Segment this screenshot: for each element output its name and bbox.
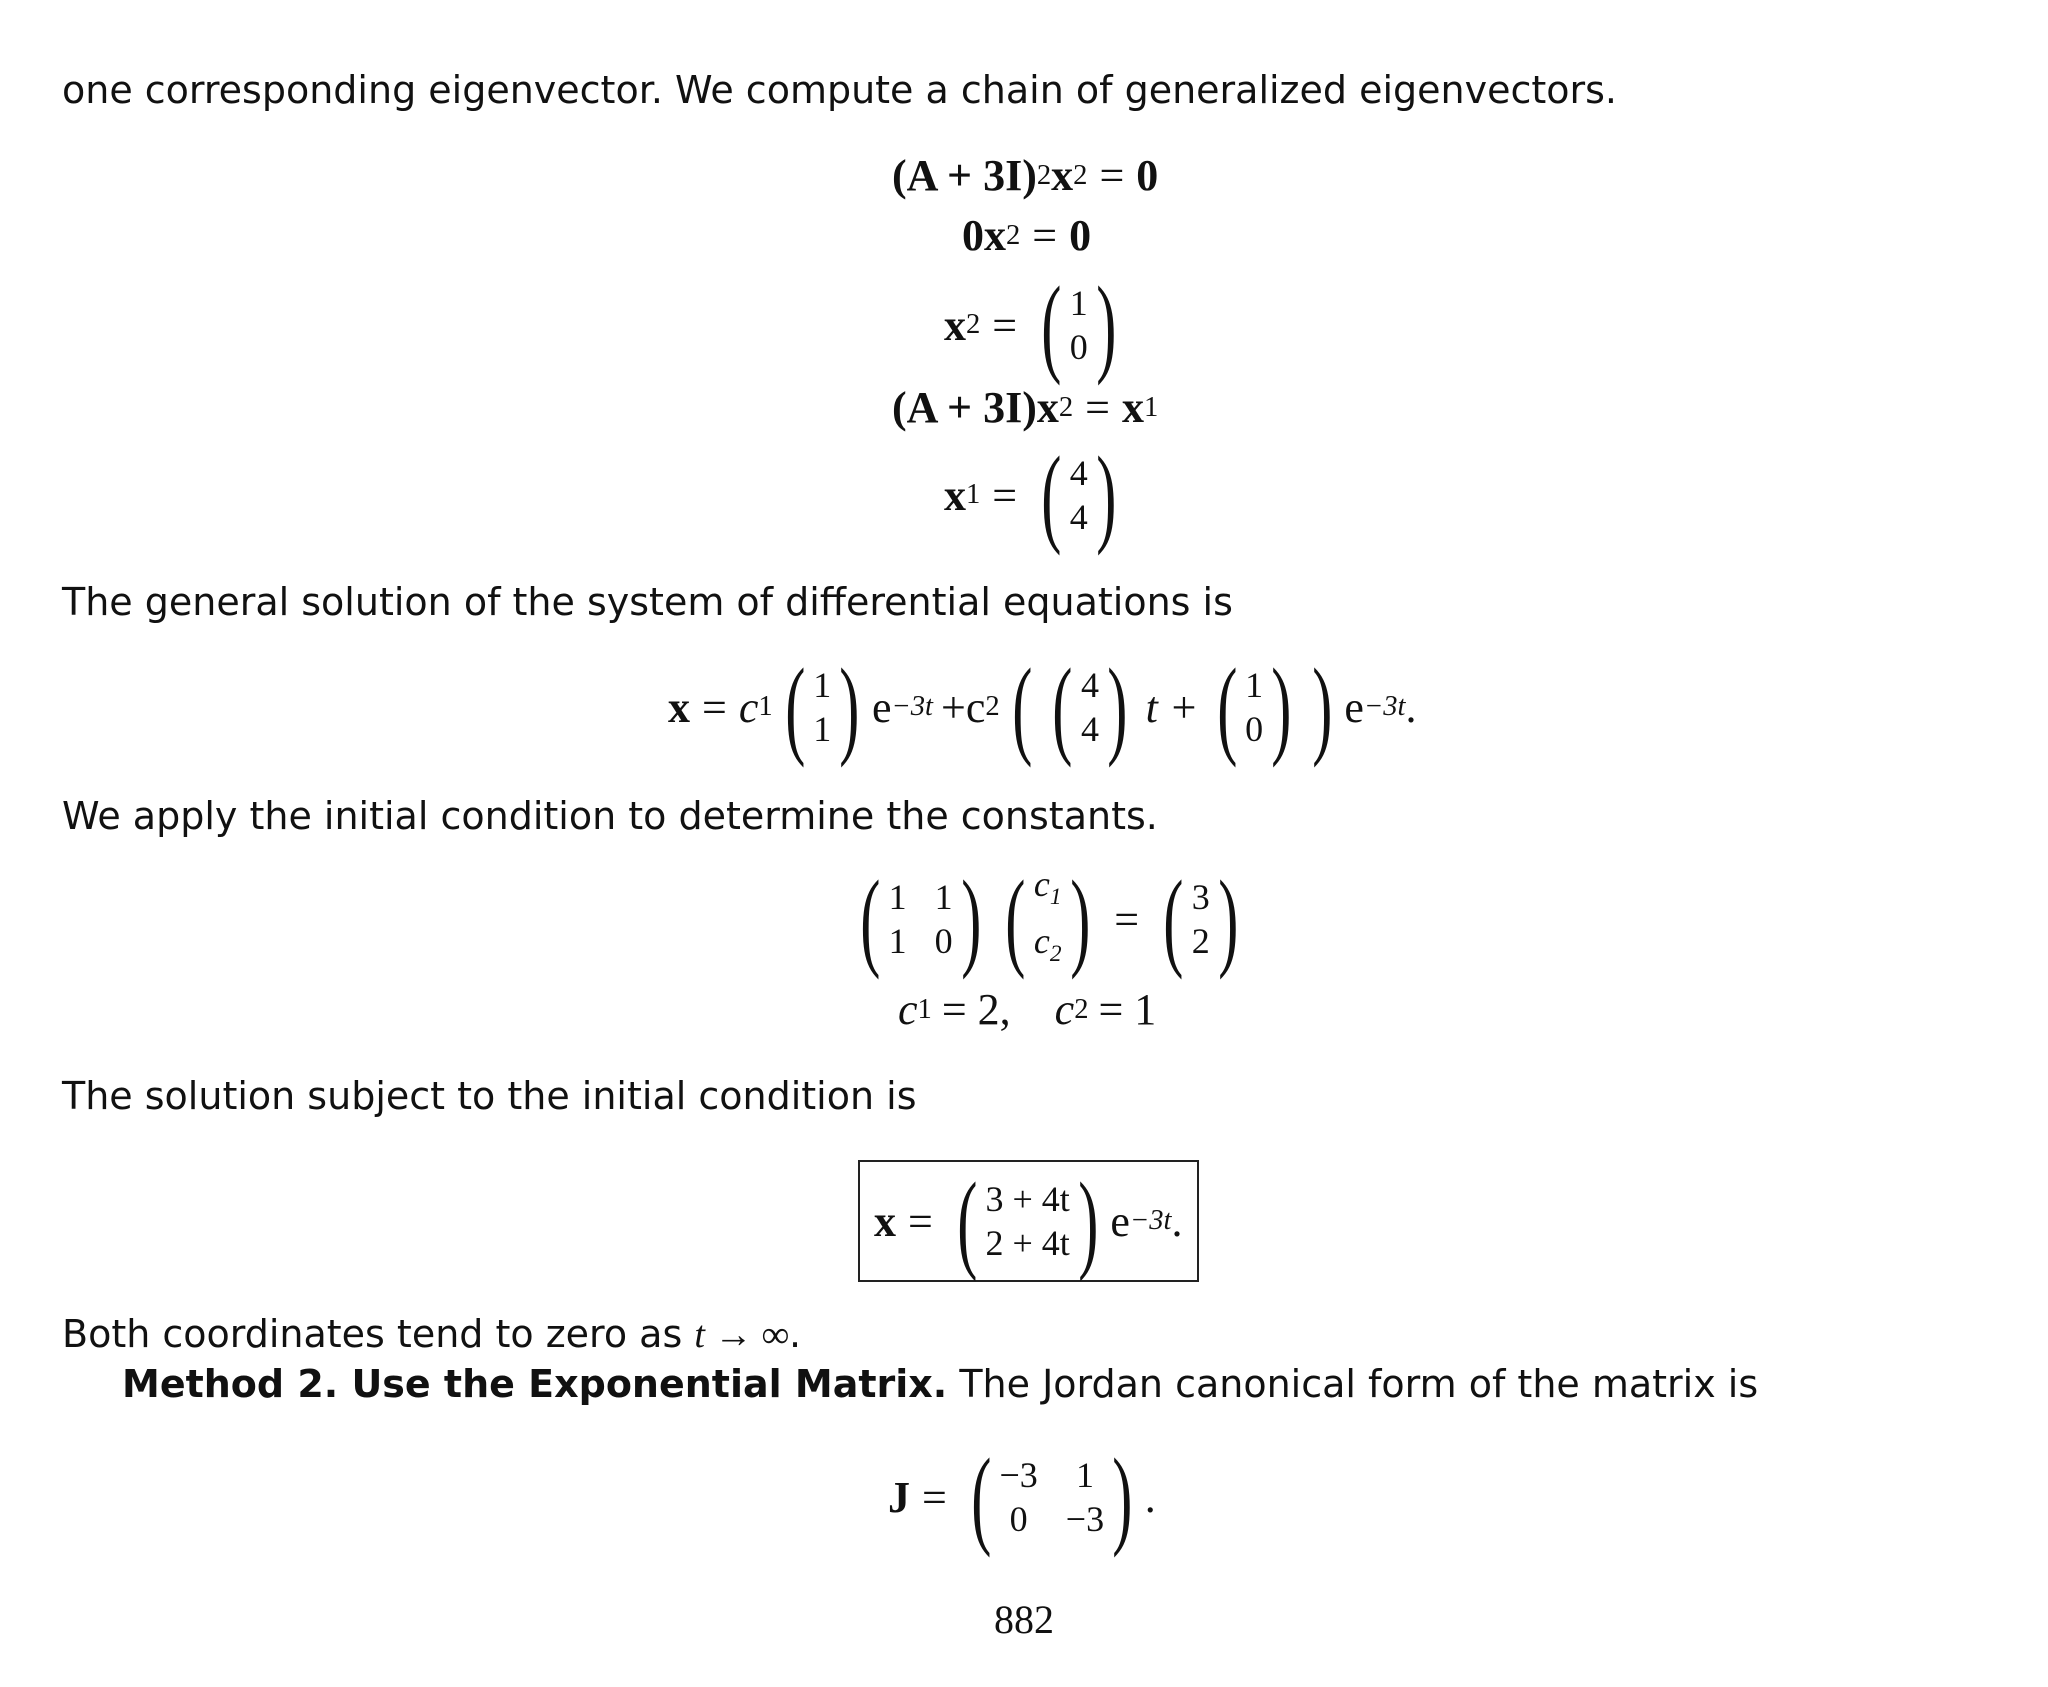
eq1-vector-x: x	[1051, 151, 1074, 200]
eq4-subscript: 2	[1058, 391, 1074, 423]
gs-vector-1: ( 1 1 )	[784, 646, 860, 768]
constant-vector: ( $c_1$ $c_2$ )	[1005, 858, 1091, 981]
jordan-label: J	[888, 1472, 910, 1522]
c1-sub: 1	[917, 993, 932, 1025]
method-heading: Method 2. Use the Exponential Matrix.	[122, 1362, 948, 1406]
initial-condition-text: We apply the initial condition to determine the constants.	[62, 794, 1158, 838]
rhs-vector: ( 3 2 )	[1163, 858, 1239, 981]
cv-1: c	[1033, 921, 1050, 962]
gs-c2-sub: 2	[985, 691, 1000, 722]
gs-exp-base-1: e	[871, 682, 892, 732]
sol-v1: 2 + 4t	[985, 1223, 1070, 1263]
eq3-column-vector: ( 1 0 )	[1041, 264, 1117, 386]
eq2-zero: 0	[962, 211, 984, 260]
gs-v2-1: 4	[1080, 709, 1099, 749]
eq2-subscript: 2	[1006, 219, 1021, 251]
rhs-1: 2	[1191, 921, 1210, 962]
equation-chain-1: (A + 3I) 2 x 2 = 0	[892, 151, 1159, 200]
jordan-form-equation: J = ( −3 1 0 −3 ) .	[888, 1436, 1156, 1558]
eq5-column-vector: ( 4 4 )	[1041, 434, 1117, 556]
c1-label: c	[898, 985, 918, 1034]
eq5-vector-x: x	[944, 470, 966, 520]
jordan-matrix: ( −3 1 0 −3 )	[971, 1436, 1133, 1558]
equation-chain-2: 0 x 2 = 0	[962, 211, 1092, 260]
gs-exp-base-2: e	[1344, 682, 1364, 732]
gs-v3-0: 1	[1245, 665, 1264, 705]
cv-0-sub: 1	[1049, 884, 1062, 911]
general-solution-equation: x = c 1 ( 1 1 ) e −3t +c 2 ( ( 4 4 ) t + ( 1 0 ) ) e −3t .	[668, 646, 1417, 768]
gs-plus-c2: +c	[941, 682, 986, 732]
sol-x: x	[874, 1196, 896, 1246]
sol-exp: −3t	[1129, 1205, 1172, 1236]
constants-result	[898, 984, 1156, 1035]
gs-x: x	[668, 682, 690, 732]
m-3: 0	[934, 921, 953, 962]
j-2: 0	[1009, 1499, 1028, 1539]
eq3-v0: 1	[1069, 283, 1088, 323]
gs-exp-2: −3t	[1363, 691, 1406, 722]
gs-v3-1: 0	[1245, 709, 1264, 749]
gs-c1: c	[738, 682, 759, 732]
page-number: 882	[994, 1597, 1054, 1642]
c2-value: = 1	[1098, 985, 1157, 1034]
c2-sub: 2	[1074, 993, 1089, 1025]
eq5-subscript: 1	[966, 479, 981, 510]
tend-text: Both coordinates tend to zero as	[62, 1312, 683, 1356]
sol-exp-base: e	[1110, 1196, 1130, 1246]
gs-v2-0: 4	[1080, 665, 1099, 705]
initial-system-equation: ( 1 1 1 0 ) ( $c_1$ $c_2$ ) = ( 3 2 )	[848, 862, 1250, 976]
eq2-vector-x: x	[984, 211, 1006, 260]
gs-v1-1: 1	[813, 709, 832, 749]
gs-t-plus: t +	[1145, 682, 1199, 732]
intro-paragraph: one corresponding eigenvector. We compute a chain of generalized eigenvectors.	[62, 68, 1618, 112]
coefficient-matrix: ( 1 1 1 0 )	[860, 858, 982, 981]
eq3-subscript: 2	[966, 309, 981, 340]
eq3-vector-x: x	[944, 300, 966, 350]
eq5-v1: 4	[1069, 497, 1088, 537]
m-2: 1	[888, 921, 907, 962]
tend-sentence: Both coordinates tend to zero as t → ∞.	[62, 1312, 802, 1356]
j-1: 1	[1075, 1455, 1094, 1495]
tend-math: t → ∞	[694, 1314, 789, 1356]
eq1-operator: (A + 3I)	[892, 151, 1037, 200]
sol-v0: 3 + 4t	[985, 1179, 1070, 1219]
c2-label: c	[1054, 985, 1075, 1034]
eq1-subscript: 2	[1073, 159, 1088, 191]
gs-exp-1: −3t	[891, 691, 934, 722]
equation-chain-3: x 2 = ( 1 0 )	[944, 270, 1128, 380]
gs-v1-0: 1	[813, 665, 832, 705]
rhs-0: 3	[1191, 877, 1210, 918]
boxed-solution: x = ( 3 + 4t 2 + 4t ) e −3t .	[858, 1160, 1199, 1282]
c1-value: = 2,	[941, 985, 1011, 1034]
eq2-rhs: 0	[1069, 211, 1092, 260]
gs-outer-group: ( ( 4 4 ) t + ( 1 0 ) )	[1011, 646, 1333, 768]
cv-0: c	[1033, 864, 1050, 904]
eq1-rhs: 0	[1136, 151, 1159, 200]
eq1-power: 2	[1036, 159, 1052, 191]
method-text: The Jordan canonical form of the matrix is	[959, 1362, 1759, 1406]
eq3-v1: 0	[1069, 327, 1088, 367]
solution-text: The solution subject to the initial condition is	[62, 1074, 917, 1118]
eq4-rhs-x: x	[1121, 383, 1144, 432]
general-solution-text: The general solution of the system of differential equations is	[62, 580, 1233, 624]
eq4-operator: (A + 3I)	[892, 383, 1037, 432]
m-0: 1	[888, 877, 907, 918]
method-2-paragraph	[122, 1362, 1758, 1406]
solution-vector: ( 3 + 4t 2 + 4t )	[957, 1160, 1099, 1282]
cv-1-sub: 2	[1049, 941, 1062, 968]
gs-c1-sub: 1	[758, 691, 773, 722]
eq4-rhs-subscript: 1	[1143, 391, 1159, 423]
j-3: −3	[1065, 1499, 1105, 1539]
equation-chain-4: (A + 3I) x 2 = x 1	[892, 383, 1159, 432]
gs-vector-2: ( 4 4 )	[1052, 646, 1128, 768]
equation-chain-5: x 1 = ( 4 4 )	[944, 440, 1128, 550]
j-0: −3	[999, 1455, 1038, 1495]
eq5-v0: 4	[1069, 453, 1088, 493]
m-1: 1	[934, 877, 953, 918]
eq4-vector-x: x	[1036, 383, 1059, 432]
gs-vector-3: ( 1 0 )	[1216, 646, 1292, 768]
